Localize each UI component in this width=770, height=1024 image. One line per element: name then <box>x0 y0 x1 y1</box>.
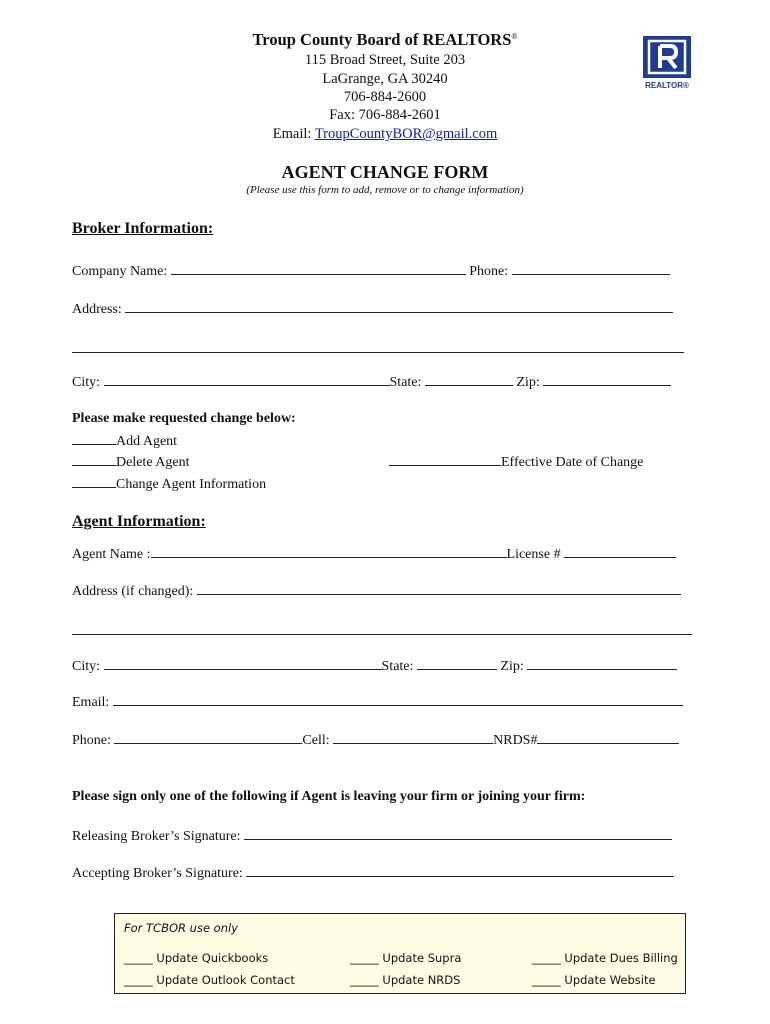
broker-address-row <box>72 300 673 318</box>
delete-agent-label: Delete Agent <box>116 455 190 470</box>
organization-name: Troup County Board of REALTORS® <box>252 30 518 49</box>
effective-date-row <box>389 453 643 471</box>
broker-zip-label: Zip: <box>516 375 540 390</box>
agent-heading: Agent Information: <box>72 513 206 530</box>
add-agent-label: Add Agent <box>116 434 178 449</box>
change-info-label: Change Agent Information <box>116 477 267 492</box>
effective-date-label: Effective Date of Change <box>501 455 644 470</box>
agent-zip-field[interactable] <box>527 657 677 670</box>
change-info-option[interactable] <box>72 475 266 493</box>
agent-address-label: Address (if changed): <box>72 584 194 599</box>
form-subtitle: (Please use this form to add, remove or to change information) <box>246 184 524 196</box>
broker-address-field-2[interactable] <box>72 352 684 353</box>
signature-instruction: Please sign only one of the following if Agent is leaving your firm or joining your firm: <box>72 789 586 804</box>
agent-phone-field[interactable] <box>114 731 302 744</box>
broker-city-label: City: <box>72 375 101 390</box>
change-info-blank[interactable] <box>72 475 116 488</box>
accepting-signature-row <box>72 864 674 882</box>
agent-phone-row <box>72 731 679 749</box>
agent-zip-label: Zip: <box>500 659 524 674</box>
update-website-item: _____ Update Website <box>532 973 656 987</box>
office-use-box <box>114 913 686 994</box>
license-label: License # <box>506 547 561 562</box>
company-name-field[interactable] <box>171 262 466 275</box>
accepting-signature-field[interactable] <box>246 864 674 877</box>
broker-state-field[interactable] <box>425 373 513 386</box>
broker-address-field[interactable] <box>125 300 673 313</box>
agent-email-field[interactable] <box>113 693 683 706</box>
broker-phone-label: Phone: <box>469 264 509 279</box>
company-name-row <box>72 262 670 280</box>
address-street: 115 Broad Street, Suite 203 <box>304 52 466 68</box>
update-outlook-contact-item: _____ Update Outlook Contact <box>124 973 295 987</box>
agent-city-label: City: <box>72 659 101 674</box>
broker-address-label: Address: <box>72 302 122 317</box>
agent-phone-label: Phone: <box>72 733 111 748</box>
realtor-logo-text: REALTOR® <box>645 81 689 90</box>
delete-agent-option[interactable] <box>72 453 189 471</box>
realtor-r-icon <box>643 36 691 78</box>
email-line <box>0 126 770 143</box>
agent-cell-label: Cell: <box>302 733 330 748</box>
update-quickbooks-item: _____ Update Quickbooks <box>124 951 269 965</box>
email-label: Email: <box>272 126 312 142</box>
nrds-label: NRDS# <box>493 733 538 748</box>
add-agent-blank[interactable] <box>72 432 116 445</box>
office-use-title: For TCBOR use only <box>124 921 239 935</box>
agent-state-field[interactable] <box>417 657 497 670</box>
license-field[interactable] <box>564 545 676 558</box>
agent-name-row <box>72 545 676 563</box>
update-dues-billing-item: _____ Update Dues Billing <box>532 951 678 965</box>
delete-agent-blank[interactable] <box>72 453 116 466</box>
email-link[interactable]: TroupCountyBOR@gmail.com <box>314 126 498 142</box>
agent-address-field-2[interactable] <box>72 634 692 635</box>
agent-address-row <box>72 582 681 600</box>
agent-email-label: Email: <box>72 695 110 710</box>
registered-mark: ® <box>511 32 518 42</box>
agent-email-row <box>72 693 683 711</box>
update-supra-item: _____ Update Supra <box>350 951 462 965</box>
update-nrds-item: _____ Update NRDS <box>350 973 461 987</box>
form-title: AGENT CHANGE FORM <box>281 162 489 182</box>
phone-number: 706-884-2600 <box>343 89 427 105</box>
agent-name-label: Agent Name : <box>72 547 151 562</box>
broker-city-field[interactable] <box>104 373 390 386</box>
agent-city-row <box>72 657 677 675</box>
realtor-logo <box>642 36 692 90</box>
fax-number: Fax: 706-884-2601 <box>329 107 441 123</box>
agent-state-label: State: <box>381 659 414 674</box>
broker-heading: Broker Information: <box>72 220 214 237</box>
broker-zip-field[interactable] <box>543 373 671 386</box>
effective-date-field[interactable] <box>389 453 501 466</box>
change-heading: Please make requested change below: <box>72 411 296 426</box>
agent-cell-field[interactable] <box>333 731 493 744</box>
releasing-signature-row <box>72 827 672 845</box>
agent-city-field[interactable] <box>104 657 382 670</box>
add-agent-option[interactable] <box>72 432 177 450</box>
address-city: LaGrange, GA 30240 <box>322 71 448 87</box>
broker-city-row <box>72 373 671 391</box>
agent-address-field[interactable] <box>197 582 681 595</box>
agent-name-field[interactable] <box>151 545 507 558</box>
nrds-field[interactable] <box>537 731 679 744</box>
releasing-signature-field[interactable] <box>244 827 672 840</box>
accepting-signature-label: Accepting Broker’s Signature: <box>72 866 243 881</box>
broker-phone-field[interactable] <box>512 262 670 275</box>
broker-state-label: State: <box>389 375 422 390</box>
releasing-signature-label: Releasing Broker’s Signature: <box>72 829 241 844</box>
company-name-label: Company Name: <box>72 264 168 279</box>
